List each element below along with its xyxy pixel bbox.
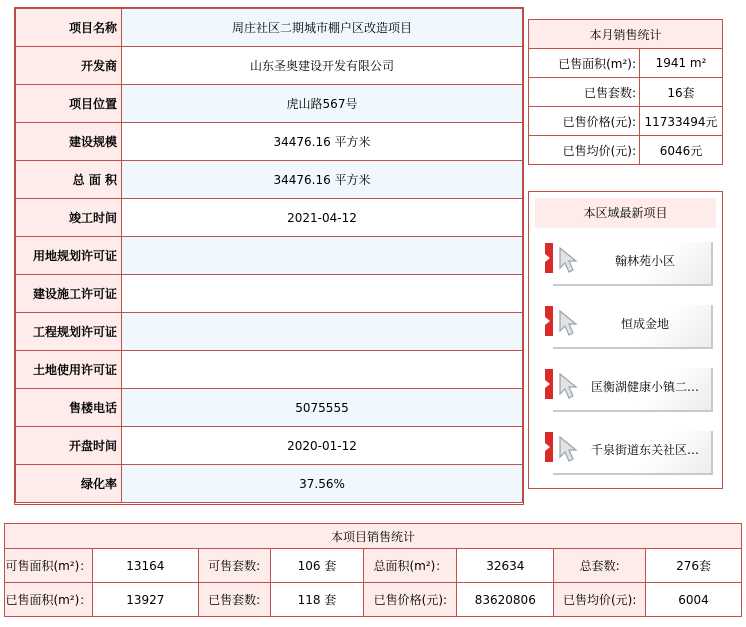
summary-value: 32634 <box>457 549 554 583</box>
monthly-row <box>529 78 723 107</box>
monthly-row <box>529 49 723 78</box>
info-row <box>16 237 523 275</box>
monthly-sales-title: 本月销售统计 <box>529 20 723 49</box>
info-label: 工程规划许可证 <box>16 313 122 351</box>
summary-label: 可售套数: <box>198 549 270 583</box>
summary-label: 已售套数: <box>198 583 270 617</box>
latest-project-name[interactable]: 翰林苑小区 <box>614 254 675 268</box>
summary-value: 118 套 <box>270 583 364 617</box>
latest-project-name[interactable]: 千泉街道东关社区… <box>590 443 699 457</box>
monthly-row <box>529 136 723 165</box>
summary-value: 106 套 <box>270 549 364 583</box>
pointer-icon <box>557 309 581 337</box>
latest-project-item[interactable] <box>545 240 713 286</box>
info-value <box>122 351 523 389</box>
info-row <box>16 161 523 199</box>
info-label: 建设规模 <box>16 123 122 161</box>
latest-projects-title: 本区域最新项目 <box>535 198 716 228</box>
info-label: 开盘时间 <box>16 427 122 465</box>
info-row <box>16 199 523 237</box>
summary-label: 总面积(m²)： <box>364 549 457 583</box>
pointer-icon <box>557 246 581 274</box>
summary-row <box>5 583 742 617</box>
summary-label: 总套数: <box>554 549 646 583</box>
pointer-icon <box>557 435 581 463</box>
info-label: 项目名称 <box>16 9 122 47</box>
monthly-value: 11733494元 <box>640 107 723 136</box>
latest-project-item[interactable] <box>545 303 713 349</box>
info-row <box>16 427 523 465</box>
info-row <box>16 85 523 123</box>
monthly-label: 已售价格(元): <box>529 107 640 136</box>
monthly-sales-table <box>528 19 723 165</box>
info-label: 总 面 积 <box>16 161 122 199</box>
info-row <box>16 465 523 503</box>
summary-label: 已售均价(元): <box>554 583 646 617</box>
info-value: 2020-01-12 <box>122 427 523 465</box>
latest-project-item[interactable] <box>545 366 713 412</box>
summary-row <box>5 549 742 583</box>
info-label: 开发商 <box>16 47 122 85</box>
flag-icon <box>545 243 553 273</box>
summary-value: 13164 <box>92 549 198 583</box>
info-label: 建设施工许可证 <box>16 275 122 313</box>
summary-label: 已售面积(m²)： <box>5 583 93 617</box>
info-row <box>16 313 523 351</box>
project-info-table <box>15 8 523 503</box>
summary-value: 83620806 <box>457 583 554 617</box>
info-value: 5075555 <box>122 389 523 427</box>
monthly-label: 已售套数: <box>529 78 640 107</box>
info-label: 项目位置 <box>16 85 122 123</box>
info-value <box>122 313 523 351</box>
summary-value: 13927 <box>92 583 198 617</box>
info-row <box>16 389 523 427</box>
info-value: 周庄社区二期城市棚户区改造项目 <box>122 9 523 47</box>
info-row <box>16 351 523 389</box>
info-row <box>16 123 523 161</box>
summary-value: 276套 <box>646 549 742 583</box>
summary-label: 可售面积(m²)： <box>5 549 93 583</box>
info-row <box>16 47 523 85</box>
info-value <box>122 275 523 313</box>
monthly-label: 已售均价(元): <box>529 136 640 165</box>
info-row <box>16 9 523 47</box>
info-value: 34476.16 平方米 <box>122 161 523 199</box>
summary-label: 已售价格(元): <box>364 583 457 617</box>
info-label: 竣工时间 <box>16 199 122 237</box>
info-label: 用地规划许可证 <box>16 237 122 275</box>
info-value: 虎山路567号 <box>122 85 523 123</box>
info-label: 售楼电话 <box>16 389 122 427</box>
monthly-row <box>529 107 723 136</box>
project-info-panel <box>14 7 524 505</box>
latest-project-name[interactable]: 匡衡湖健康小镇二… <box>590 380 699 394</box>
summary-value: 6004 <box>646 583 742 617</box>
monthly-value: 1941 m² <box>640 49 723 78</box>
info-value: 34476.16 平方米 <box>122 123 523 161</box>
flag-icon <box>545 306 553 336</box>
monthly-value: 6046元 <box>640 136 723 165</box>
flag-icon <box>545 432 553 462</box>
pointer-icon <box>557 372 581 400</box>
project-sales-summary-table <box>4 523 742 617</box>
info-value: 山东圣奥建设开发有限公司 <box>122 47 523 85</box>
monthly-label: 已售面积(m²): <box>529 49 640 78</box>
summary-title: 本项目销售统计 <box>5 524 742 549</box>
info-value: 2021-04-12 <box>122 199 523 237</box>
info-value <box>122 237 523 275</box>
flag-icon <box>545 369 553 399</box>
latest-project-item[interactable] <box>545 429 713 475</box>
info-label: 土地使用许可证 <box>16 351 122 389</box>
info-value: 37.56% <box>122 465 523 503</box>
monthly-value: 16套 <box>640 78 723 107</box>
info-row <box>16 275 523 313</box>
latest-project-name[interactable]: 恒成金地 <box>620 317 669 331</box>
info-label: 绿化率 <box>16 465 122 503</box>
latest-projects-panel <box>528 191 723 489</box>
